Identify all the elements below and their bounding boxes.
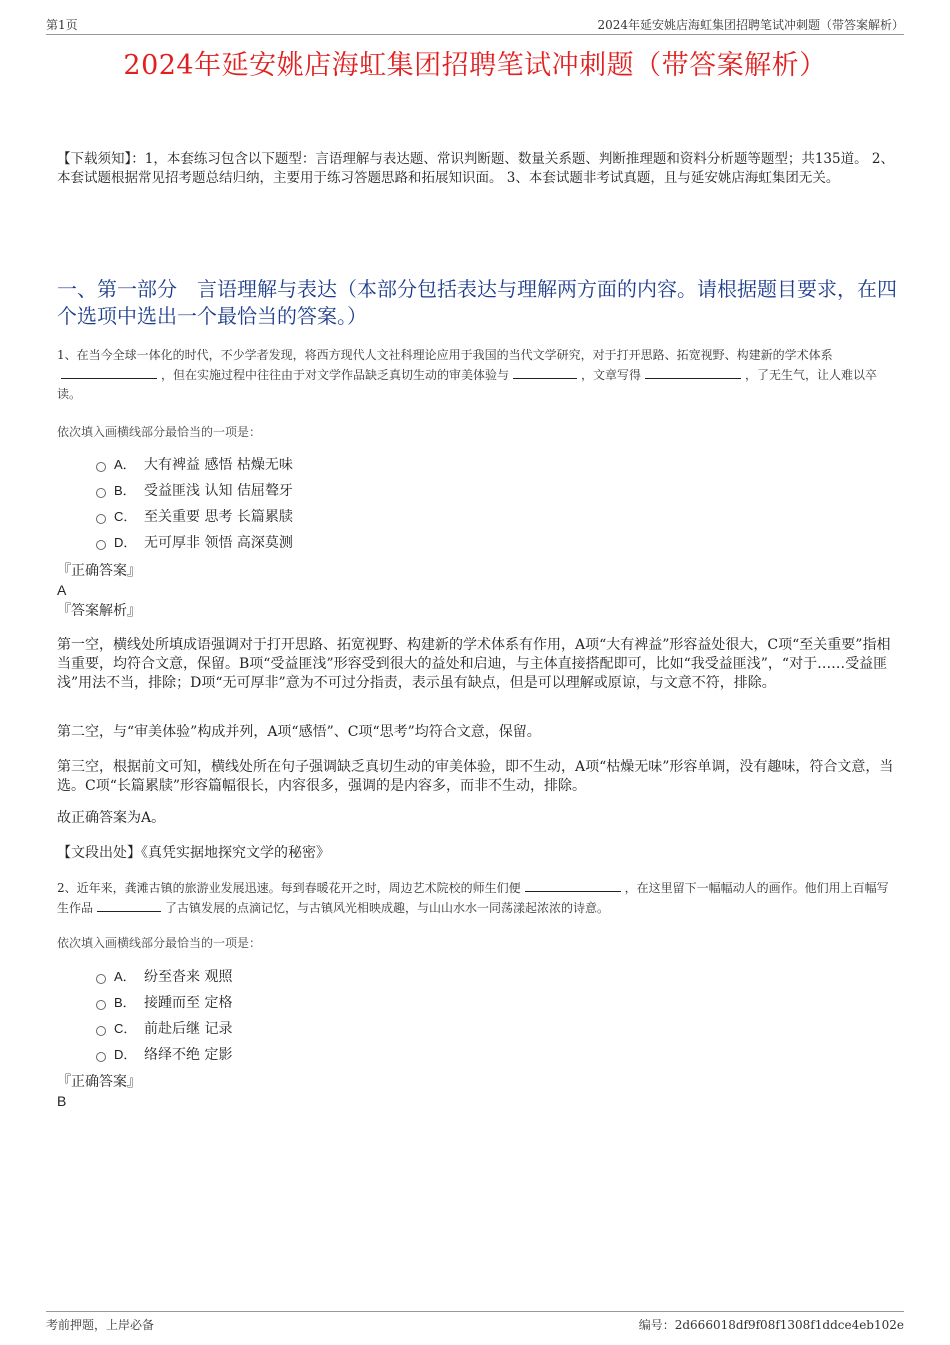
radio-icon[interactable] (96, 1000, 106, 1010)
q1-text-part2: ，但在实施过程中往往由于对文学作品缺乏真切生动的审美体验与 (161, 368, 510, 382)
q1-text-part3: ，文章写得 (581, 368, 642, 382)
analysis-paragraph-2: 第二空，与“审美体验”构成并列，A项“感悟”、C项“思考”均符合文意，保留。 (57, 724, 541, 740)
radio-icon[interactable] (96, 514, 106, 524)
page-number: 第1页 (46, 18, 78, 32)
document-id: 编号：2d666018df9f08f1308f1ddce4eb102e (638, 1318, 904, 1332)
fill-blank-1 (61, 365, 157, 379)
source-citation: 【文段出处】《真凭实据地探究文学的秘密》 (57, 845, 330, 861)
q1-text-part4: ，了无生气，让人难以卒读。 (57, 368, 878, 401)
footer-slogan: 考前押题，上岸必备 (46, 1318, 155, 1332)
header-doc-title: 2024年延安姚店海虹集团招聘笔试冲刺题（带答案解析） (597, 18, 904, 32)
option-b[interactable]: B． 接踵而至 定格 (96, 990, 232, 1016)
radio-icon[interactable] (96, 974, 106, 984)
option-c[interactable]: C． 至关重要 思考 长篇累牍 (96, 504, 293, 530)
download-notice: 【下载须知】：1，本套练习包含以下题型：言语理解与表达题、常识判断题、数量关系题、判断推理题和资料分析题等题型；共135道。 2、本套试题根据常见招考题总结归纳，主要用于练习答题思路和拓展知识面。 3、本套试题非考试真题，且与延安姚店海虹集团无关。 (57, 151, 894, 186)
q1-text-part1: 1、在当今全球一体化的时代，不少学者发现，将西方现代人文社科理论应用于我国的当代文学研究，对于打开思路、拓宽视野、构建新的学术体系 (57, 348, 833, 362)
analysis-paragraph-1: 第一空，横线处所填成语强调对于打开思路、拓宽视野、构建新的学术体系有作用，A项“大有裨益”形容益处很大，C项“至关重要”指相当重要，均符合文意，保留。B项“受益匪浅”形容受到很大的益处和启迪，与主体直接搭配即可，比如“我受益匪浅”，“对于……受益匪浅”用法不当，排除；D项“无可厚非”意为不可过分指责，表示虽有缺点，但是可以理解或原谅，与文意不符，排除。 (57, 637, 891, 691)
fill-blank-2 (97, 898, 161, 912)
radio-icon[interactable] (96, 462, 106, 472)
analysis-label: 『答案解析』 (57, 603, 141, 619)
q2-text-part1: 2、近年来，龚滩古镇的旅游业发展迅速。每到春暖花开之时，周边艺术院校的师生们便 (57, 881, 521, 895)
fill-blank-3 (645, 365, 741, 379)
page-title: 2024年延安姚店海虹集团招聘笔试冲刺题（带答案解析） (123, 50, 827, 81)
question-2-text (57, 878, 900, 918)
option-b[interactable]: B． 受益匪浅 认知 佶屈聱牙 (96, 478, 293, 504)
option-a[interactable]: A． 大有裨益 感悟 枯燥无味 (96, 452, 293, 478)
question-1-options (96, 452, 293, 556)
correct-answer: A (57, 582, 67, 598)
q2-text-part3: 了古镇发展的点滴记忆，与古镇风光相映成趣，与山山水水一同荡漾起浓浓的诗意。 (165, 901, 610, 915)
fill-blank-2 (513, 365, 577, 379)
analysis-conclusion: 故正确答案为A。 (57, 810, 166, 826)
radio-icon[interactable] (96, 540, 106, 550)
section-title: 一、第一部分 言语理解与表达（本部分包括表达与理解两方面的内容。请根据题目要求，在四个选项中选出一个最恰当的答案。） (57, 277, 897, 328)
question-1-instruction: 依次填入画横线部分最恰当的一项是： (57, 425, 262, 439)
fill-blank-1 (525, 878, 621, 892)
question-2-options (96, 964, 232, 1068)
radio-icon[interactable] (96, 488, 106, 498)
page-footer (46, 1311, 904, 1336)
page-header (46, 14, 904, 35)
answer-label: 『正确答案』 (57, 1074, 141, 1090)
analysis-paragraph-3: 第三空，根据前文可知，横线处所在句子强调缺乏真切生动的审美体验，即不生动，A项“枯燥无味”形容单调，没有趣味，符合文意，当选。C项“长篇累牍”形容篇幅很长，内容很多，强调的是内容多，而非不生动，排除。 (57, 759, 894, 794)
q2-text-part2: ，在这里留下一幅幅动人的画作。他们用上百幅写生作品 (57, 881, 889, 915)
option-c[interactable]: C． 前赴后继 记录 (96, 1016, 232, 1042)
correct-answer: B (57, 1093, 67, 1109)
question-2-instruction: 依次填入画横线部分最恰当的一项是： (57, 936, 262, 950)
question-1-text (57, 346, 900, 404)
option-a[interactable]: A． 纷至沓来 观照 (96, 964, 232, 990)
option-d[interactable]: D． 无可厚非 领悟 高深莫测 (96, 530, 293, 556)
radio-icon[interactable] (96, 1026, 106, 1036)
option-d[interactable]: D． 络绎不绝 定影 (96, 1042, 232, 1068)
radio-icon[interactable] (96, 1052, 106, 1062)
answer-label: 『正确答案』 (57, 563, 141, 579)
